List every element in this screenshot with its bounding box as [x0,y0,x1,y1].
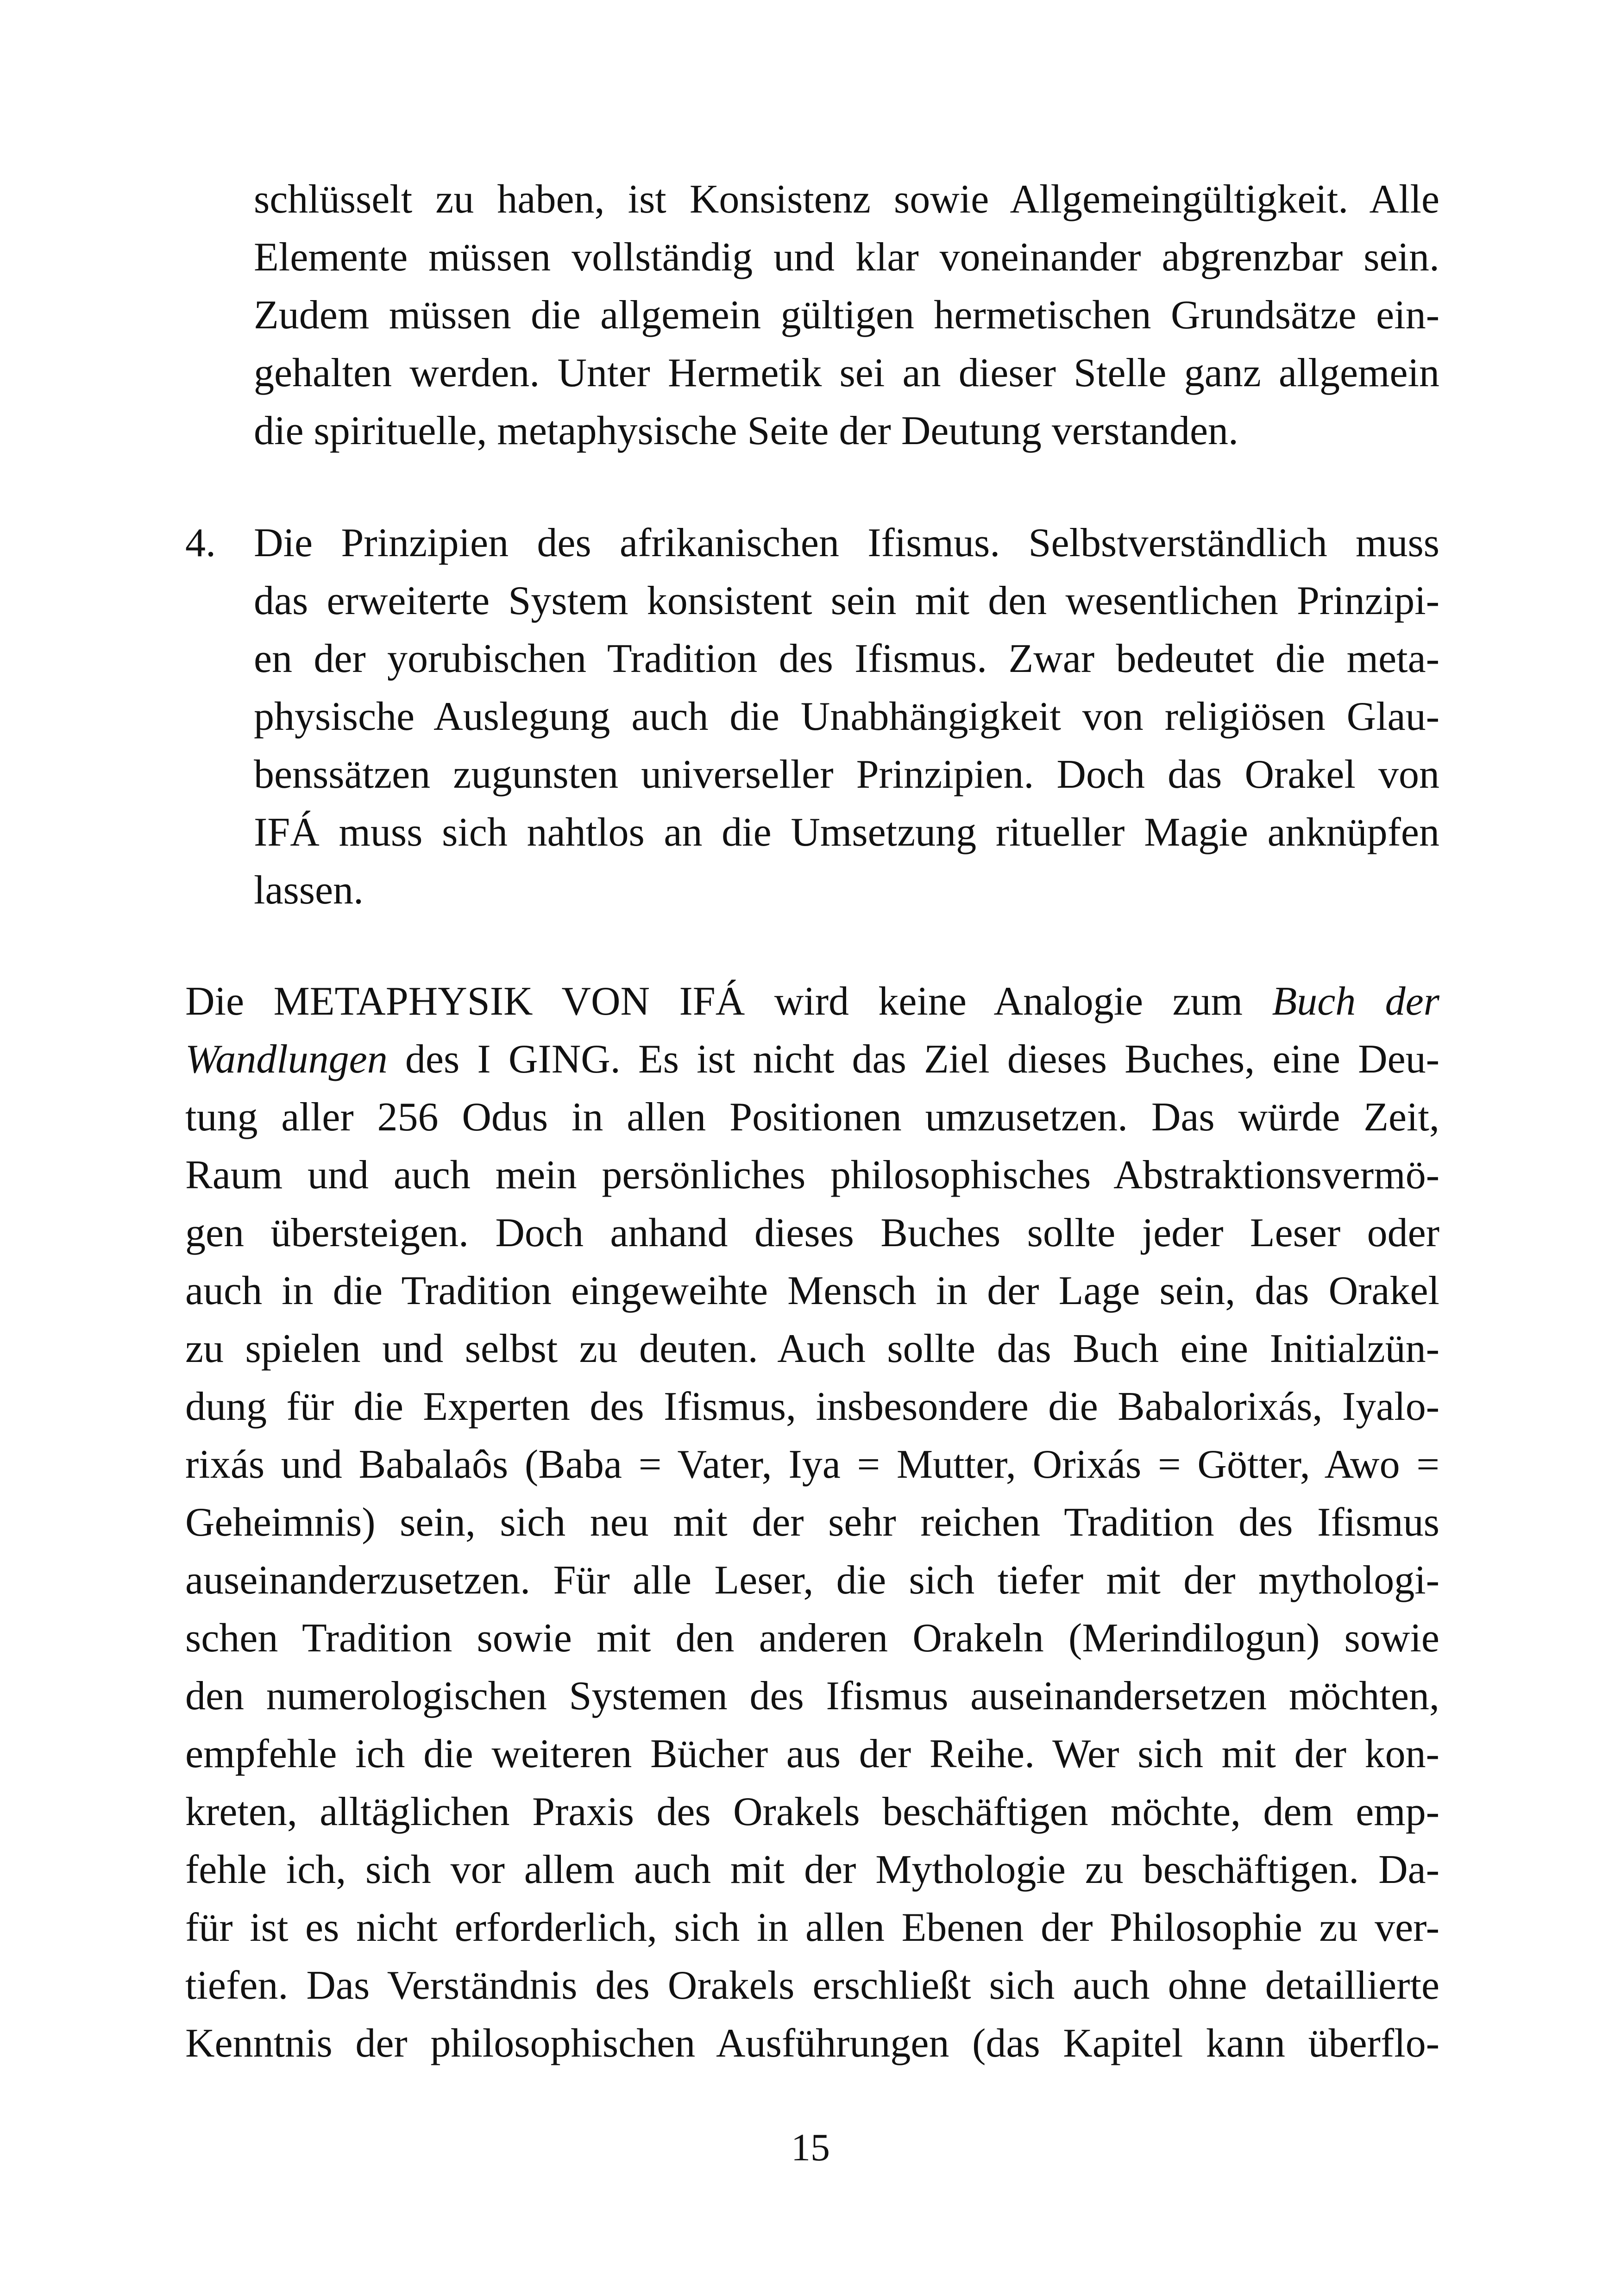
text-line: Kenntnis der philosophischen Ausführungen (das Kapitel kann überflo- [185,2021,1439,2066]
text-line: schlüsselt zu haben, ist Konsistenz sowie Allgemeingültigkeit. Alle [254,177,1439,222]
text-line: Die Prinzipien des afrikanischen Ifismus. Selbstverständlich muss [254,521,1439,565]
list-item-number: 4. [185,521,216,565]
text-line: gen übersteigen. Doch anhand dieses Buches sollte jeder Leser oder [185,1211,1439,1255]
text-line: physische Auslegung auch die Unabhängigkeit von religiösen Glau- [254,694,1439,739]
text-segment: Die METAPHYSIK VON IFÁ wird keine Analogie zum [185,979,1272,1024]
text-line: benssätzen zugunsten universeller Prinzipien. Doch das Orakel von [254,752,1439,797]
text-line: empfehle ich die weiteren Bücher aus der Reihe. Wer sich mit der kon- [185,1731,1439,1776]
text-line: auch in die Tradition eingeweihte Mensch in der Lage sein, das Orakel [185,1268,1439,1313]
text-line [185,972,1439,1030]
text-line: die spirituelle, metaphysische Seite der Deutung verstanden. [254,408,1239,453]
book-title-italic: Buch der [1272,979,1439,1024]
text-line: schen Tradition sowie mit den anderen Orakeln (Merindilogun) sowie [185,1616,1439,1661]
text-line: rixás und Babalaôs (Baba = Vater, Iya = Mutter, Orixás = Götter, Awo = [185,1442,1439,1487]
text-line [185,1030,1439,1088]
text-line: kreten, alltäglichen Praxis des Orakels beschäftigen möchte, dem emp- [185,1789,1439,1834]
text-line: tung aller 256 Odus in allen Positionen umzusetzen. Das würde Zeit, [185,1095,1439,1140]
text-line: auseinanderzusetzen. Für alle Leser, die sich tiefer mit der mythologi- [185,1558,1439,1603]
text-line: gehalten werden. Unter Hermetik sei an dieser Stelle ganz allgemein [254,351,1439,395]
text-line: tiefen. Das Verständnis des Orakels erschließt sich auch ohne detaillierte [185,1963,1439,2008]
text-line: Zudem müssen die allgemein gültigen hermetischen Grundsätze ein- [254,293,1439,338]
text-line: das erweiterte System konsistent sein mit den wesentlichen Prinzipi- [254,578,1439,623]
book-title-italic: Wandlungen [185,1037,388,1082]
text-segment: des I GING. Es ist nicht das Ziel dieses Buches, eine Deu- [387,1037,1439,1082]
text-line: zu spielen und selbst zu deuten. Auch sollte das Buch eine Initialzün- [185,1326,1439,1371]
page-number: 15 [791,2126,830,2169]
text-line: dung für die Experten des Ifismus, insbesondere die Babalorixás, Iyalo- [185,1384,1439,1429]
text-line: fehle ich, sich vor allem auch mit der Mythologie zu beschäftigen. Da- [185,1847,1439,1892]
text-line: lassen. [254,868,364,913]
text-line: en der yorubischen Tradition des Ifismus. Zwar bedeutet die meta- [254,636,1439,681]
text-line: Geheimnis) sein, sich neu mit der sehr reichen Tradition des Ifismus [185,1500,1439,1545]
text-line: Elemente müssen vollständig und klar voneinander abgrenzbar sein. [254,235,1439,280]
text-line: den numerologischen Systemen des Ifismus auseinandersetzen möchten, [185,1674,1439,1719]
text-line: für ist es nicht erforderlich, sich in allen Ebenen der Philosophie zu ver- [185,1905,1439,1950]
text-line: Raum und auch mein persönliches philosophisches Abstraktionsvermö- [185,1153,1439,1198]
text-line: IFÁ muss sich nahtlos an die Umsetzung ritueller Magie anknüpfen [254,810,1439,855]
